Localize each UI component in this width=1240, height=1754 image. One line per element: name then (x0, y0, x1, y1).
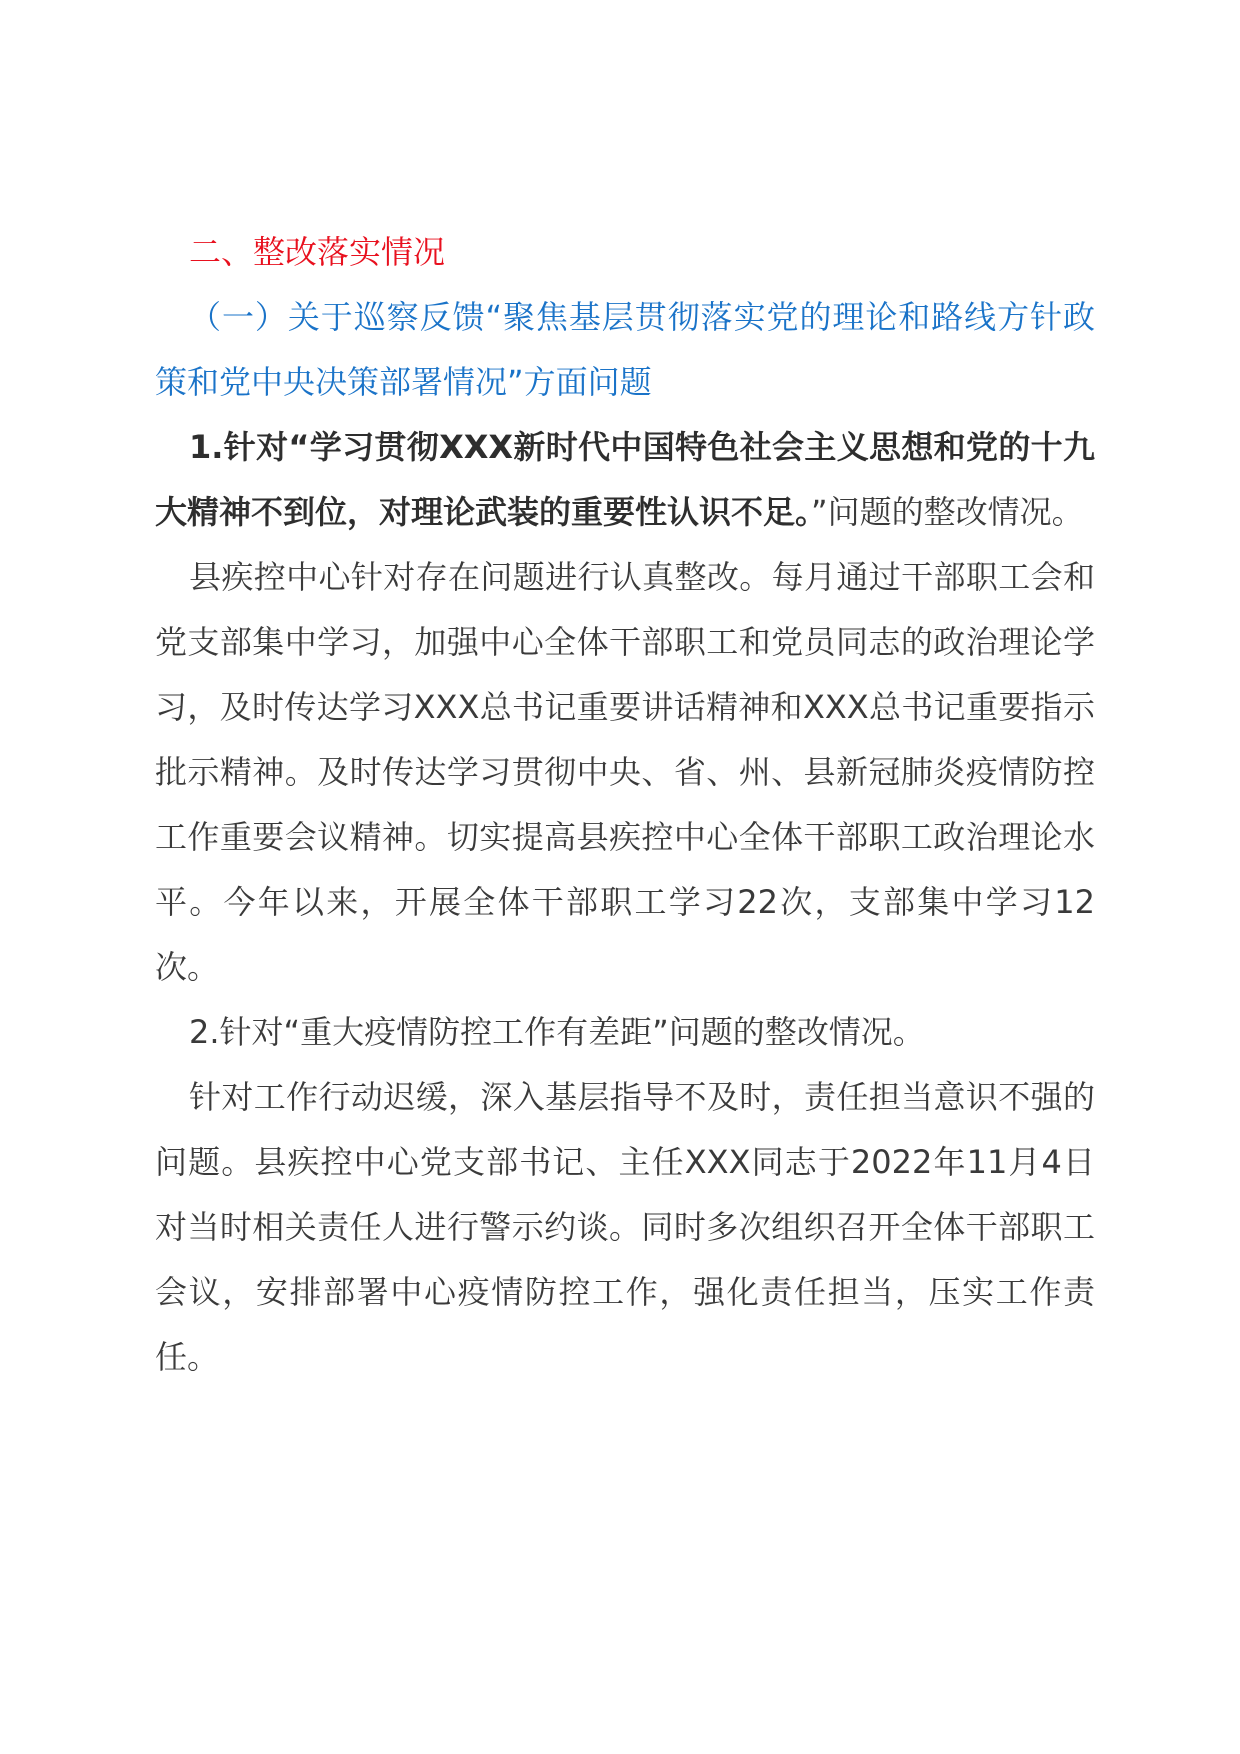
item1-title (155, 415, 1095, 545)
item2-title: 2.针对“重大疫情防控工作有差距”问题的整改情况。 (189, 1013, 925, 1051)
item1-body: 县疾控中心针对存在问题进行认真整改。每月通过干部职工会和党支部集中学习，加强中心全体干部职工和党员同志的政治理论学习，及时传达学习XXX总书记重要讲话精神和XXX总书记重要指示批示精神。及时传达学习贯彻中央、省、州、县新冠肺炎疫情防控工作重要会议精神。切实提高县疾控中心全体干部职工政治理论水平。今年以来，开展全体干部职工学习22次，支部集中学习12次。 (155, 558, 1095, 986)
item1-title-rest: ”问题的整改情况。 (811, 493, 1084, 531)
section-heading: 二、整改落实情况 (189, 233, 446, 271)
document-page (155, 220, 1095, 1390)
subsection-heading: （一）关于巡察反馈“聚焦基层贯彻落实党的理论和路线方针政策和党中央决策部署情况”方面问题 (155, 298, 1095, 401)
item1-title-bold: 1.针对“学习贯彻XXX新时代中国特色社会主义思想和党的十九大精神不到位，对理论武装的重要性认识不足。 (155, 428, 1095, 531)
item2-body: 针对工作行动迟缓，深入基层指导不及时，责任担当意识不强的问题。县疾控中心党支部书记、主任XXX同志于2022年11月4日对当时相关责任人进行警示约谈。同时多次组织召开全体干部职工会议，安排部署中心疫情防控工作，强化责任担当，压实工作责任。 (155, 1078, 1095, 1376)
